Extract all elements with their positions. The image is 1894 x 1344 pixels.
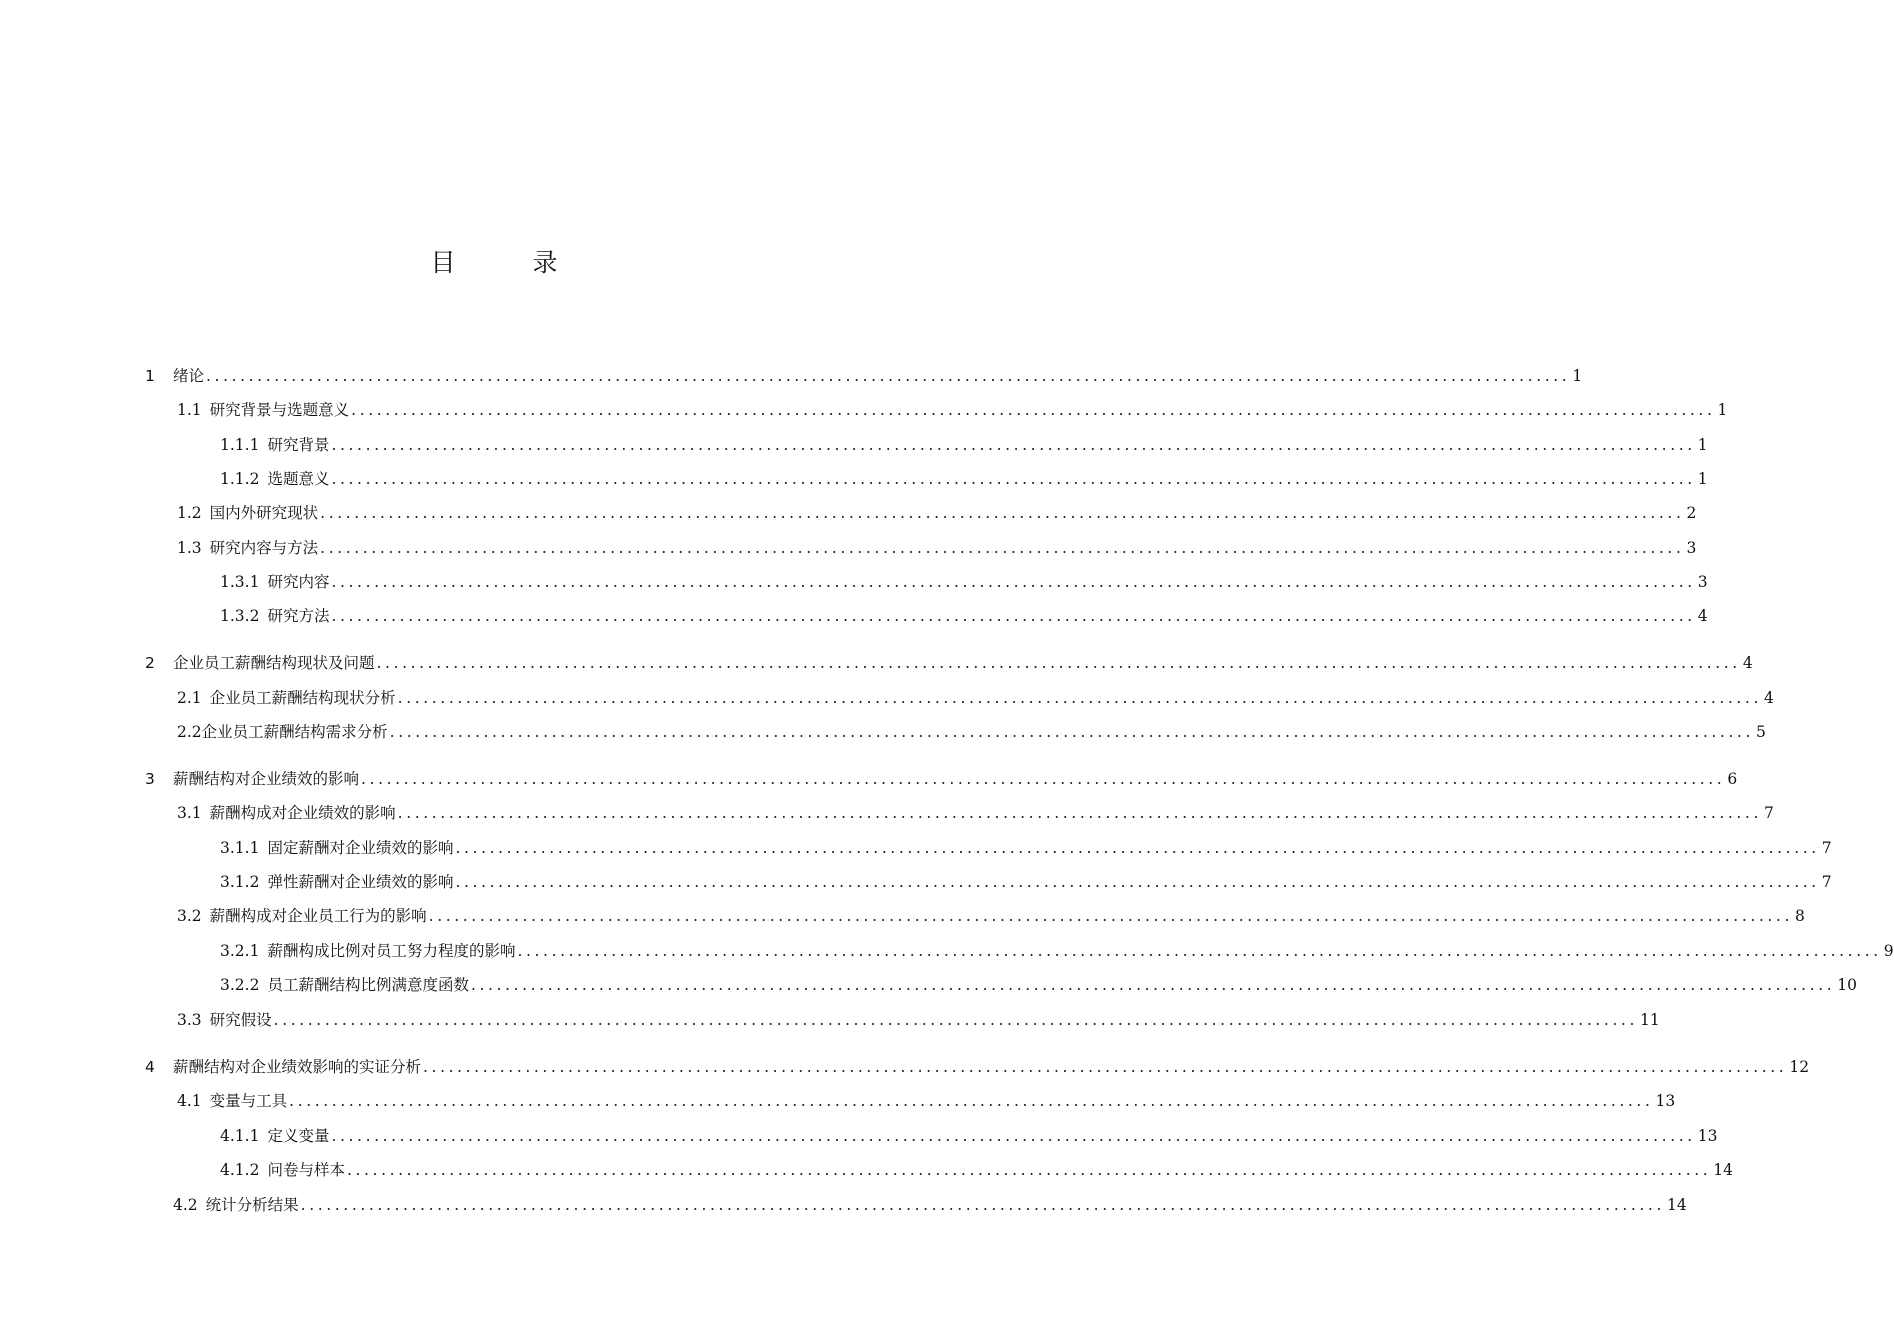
toc-entry-page: 1 bbox=[1717, 401, 1728, 419]
toc-entry-title: 定义变量 bbox=[267, 1127, 330, 1145]
toc-entry-page: 1 bbox=[1697, 436, 1708, 454]
toc-entry-number: 1.2 bbox=[177, 504, 202, 522]
toc-entry-title: 研究背景 bbox=[267, 436, 330, 454]
toc-entry-title: 企业员工薪酬结构现状及问题 bbox=[173, 654, 375, 672]
toc-leader-dots: ................................................................................................................................................................ bbox=[517, 942, 1882, 960]
toc-leader-dots: ................................................................................................................................................................ bbox=[346, 1161, 1712, 1179]
toc-entry-number: 1.3 bbox=[177, 539, 202, 557]
toc-title: 目 录 bbox=[430, 248, 584, 277]
toc-entry[interactable] bbox=[220, 1158, 1734, 1182]
toc-entry-number: 3.2.1 bbox=[220, 942, 260, 960]
toc-entry[interactable] bbox=[145, 364, 1583, 388]
toc-entry-title: 企业员工薪酬结构需求分析 bbox=[201, 723, 388, 741]
toc-entry-page: 7 bbox=[1821, 873, 1832, 891]
toc-entry-page: 5 bbox=[1756, 723, 1766, 741]
toc-entry-title: 弹性薪酬对企业绩效的影响 bbox=[267, 873, 454, 891]
toc-entry-number: 3.3 bbox=[177, 1011, 202, 1029]
toc-entry[interactable] bbox=[220, 973, 1858, 997]
toc-entry[interactable] bbox=[220, 570, 1708, 594]
toc-entry[interactable] bbox=[220, 1124, 1718, 1148]
toc-leader-dots: ................................................................................................................................................................ bbox=[289, 1092, 1654, 1110]
toc-leader-dots: ................................................................................................................................................................ bbox=[300, 1196, 1665, 1214]
toc-leader-dots: ................................................................................................................................................................ bbox=[331, 470, 1696, 488]
toc-entry-title: 固定薪酬对企业绩效的影响 bbox=[267, 839, 454, 857]
toc-entry[interactable] bbox=[177, 720, 1766, 744]
toc-entry-page: 7 bbox=[1764, 804, 1774, 822]
toc-entry-number: 4.1.2 bbox=[220, 1161, 260, 1179]
toc-entry-number: 1.1.1 bbox=[220, 436, 260, 454]
toc-entry-title: 问卷与样本 bbox=[267, 1161, 345, 1179]
toc-leader-dots: ................................................................................................................................................................ bbox=[455, 873, 1820, 891]
toc-entry-number: 4 bbox=[145, 1058, 155, 1076]
toc-entry[interactable] bbox=[220, 836, 1832, 860]
toc-entry[interactable] bbox=[177, 1089, 1676, 1113]
toc-entry-title: 选题意义 bbox=[267, 470, 330, 488]
toc-entry-number: 1.3.2 bbox=[220, 607, 260, 625]
toc-entry-title: 薪酬结构对企业绩效影响的实证分析 bbox=[173, 1058, 422, 1076]
toc-entry[interactable] bbox=[220, 870, 1832, 894]
toc-entry[interactable] bbox=[220, 604, 1708, 628]
toc-entry-page: 12 bbox=[1789, 1058, 1810, 1076]
toc-entry-page: 4 bbox=[1697, 607, 1708, 625]
toc-entry-title: 统计分析结果 bbox=[205, 1196, 299, 1214]
toc-entry-number: 2.2 bbox=[177, 723, 202, 741]
toc-entry[interactable] bbox=[145, 1055, 1810, 1079]
toc-entry[interactable] bbox=[173, 1193, 1687, 1217]
toc-entry-page: 6 bbox=[1727, 770, 1738, 788]
toc-entry-page: 7 bbox=[1821, 839, 1832, 857]
toc-leader-dots: ................................................................................................................................................................ bbox=[428, 907, 1793, 925]
toc-entry-page: 4 bbox=[1742, 654, 1753, 672]
toc-entry-number: 4.1.1 bbox=[220, 1127, 260, 1145]
toc-entry-title: 国内外研究现状 bbox=[209, 504, 319, 522]
toc-entry-title: 企业员工薪酬结构现状分析 bbox=[209, 689, 396, 707]
toc-entry-title: 薪酬构成对企业绩效的影响 bbox=[209, 804, 396, 822]
toc-entry-page: 13 bbox=[1697, 1127, 1718, 1145]
toc-entry-title: 研究内容与方法 bbox=[209, 539, 319, 557]
toc-entry[interactable] bbox=[177, 801, 1774, 825]
toc-leader-dots: ................................................................................................................................................................ bbox=[470, 976, 1836, 994]
toc-entry-number: 3.1 bbox=[177, 804, 202, 822]
toc-entry-number: 3 bbox=[145, 770, 155, 788]
toc-leader-dots: ................................................................................................................................................................ bbox=[331, 436, 1696, 454]
toc-entry[interactable] bbox=[220, 433, 1708, 457]
toc-entry-page: 4 bbox=[1764, 689, 1774, 707]
toc-entry-title: 研究内容 bbox=[267, 573, 330, 591]
toc-entry-page: 3 bbox=[1697, 573, 1708, 591]
toc-entry-number: 3.1.2 bbox=[220, 873, 260, 891]
toc-entry-title: 薪酬构成比例对员工努力程度的影响 bbox=[267, 942, 516, 960]
toc-leader-dots: ................................................................................................................................................................ bbox=[206, 367, 1571, 385]
toc-leader-dots: ................................................................................................................................................................ bbox=[455, 839, 1820, 857]
toc-entry[interactable] bbox=[145, 767, 1738, 791]
toc-entry[interactable] bbox=[177, 904, 1805, 928]
toc-entry-number: 4.1 bbox=[177, 1092, 202, 1110]
toc-entry-number: 1 bbox=[145, 367, 155, 385]
toc-entry[interactable] bbox=[177, 398, 1728, 422]
toc-entry-title: 薪酬构成对企业员工行为的影响 bbox=[209, 907, 427, 925]
toc-entry[interactable] bbox=[220, 467, 1708, 491]
toc-entry[interactable] bbox=[177, 536, 1697, 560]
toc-leader-dots: ................................................................................................................................................................ bbox=[351, 401, 1716, 419]
toc-entry-number: 3.1.1 bbox=[220, 839, 260, 857]
toc-entry-title: 研究假设 bbox=[209, 1011, 272, 1029]
toc-entry-title: 研究方法 bbox=[267, 607, 330, 625]
toc-leader-dots: ................................................................................................................................................................ bbox=[320, 539, 1685, 557]
toc-entry-page: 3 bbox=[1686, 539, 1697, 557]
toc-entry-title: 研究背景与选题意义 bbox=[209, 401, 350, 419]
toc-entry-page: 1 bbox=[1572, 367, 1583, 385]
toc-entry-number: 2.1 bbox=[177, 689, 202, 707]
toc-entry-number: 2 bbox=[145, 654, 155, 672]
toc-entry-number: 1.1 bbox=[177, 401, 202, 419]
toc-entry-title: 变量与工具 bbox=[209, 1092, 288, 1110]
toc-leader-dots: ................................................................................................................................................................ bbox=[331, 1127, 1696, 1145]
toc-entry-page: 1 bbox=[1697, 470, 1708, 488]
toc-entry-page: 2 bbox=[1686, 504, 1697, 522]
toc-leader-dots: ................................................................................................................................................................ bbox=[397, 689, 1762, 707]
toc-entry-title: 薪酬结构对企业绩效的影响 bbox=[173, 770, 360, 788]
toc-leader-dots: ................................................................................................................................................................ bbox=[423, 1058, 1788, 1076]
toc-entry-number: 3.2 bbox=[177, 907, 202, 925]
toc-entry-page: 14 bbox=[1667, 1196, 1687, 1214]
toc-entry-page: 10 bbox=[1837, 976, 1858, 994]
toc-entry[interactable] bbox=[177, 686, 1774, 710]
toc-entry[interactable] bbox=[177, 1008, 1660, 1032]
toc-leader-dots: ................................................................................................................................................................ bbox=[320, 504, 1685, 522]
toc-entry-page: 13 bbox=[1655, 1092, 1676, 1110]
toc-entry-title: 绪论 bbox=[173, 367, 205, 385]
toc-leader-dots: ................................................................................................................................................................ bbox=[376, 654, 1741, 672]
toc-entry-title: 员工薪酬结构比例满意度函数 bbox=[267, 976, 469, 994]
toc-entry[interactable] bbox=[177, 501, 1697, 525]
toc-leader-dots: ................................................................................................................................................................ bbox=[331, 607, 1696, 625]
toc-entry[interactable] bbox=[220, 939, 1894, 963]
toc-entry-page: 9 bbox=[1883, 942, 1894, 960]
toc-entry-number: 1.1.2 bbox=[220, 470, 260, 488]
toc-leader-dots: ................................................................................................................................................................ bbox=[361, 770, 1726, 788]
toc-leader-dots: ................................................................................................................................................................ bbox=[389, 723, 1754, 741]
toc-entry-page: 8 bbox=[1795, 907, 1805, 925]
toc-leader-dots: ................................................................................................................................................................ bbox=[397, 804, 1762, 822]
toc-entry-number: 1.3.1 bbox=[220, 573, 260, 591]
toc-entry-number: 3.2.2 bbox=[220, 976, 260, 994]
toc-entry-page: 14 bbox=[1713, 1161, 1734, 1179]
toc-leader-dots: ................................................................................................................................................................ bbox=[331, 573, 1696, 591]
toc-entry-number: 4.2 bbox=[173, 1196, 198, 1214]
toc-leader-dots: ................................................................................................................................................................ bbox=[273, 1011, 1638, 1029]
toc-entry-page: 11 bbox=[1640, 1011, 1660, 1029]
toc-entry[interactable] bbox=[145, 651, 1753, 675]
